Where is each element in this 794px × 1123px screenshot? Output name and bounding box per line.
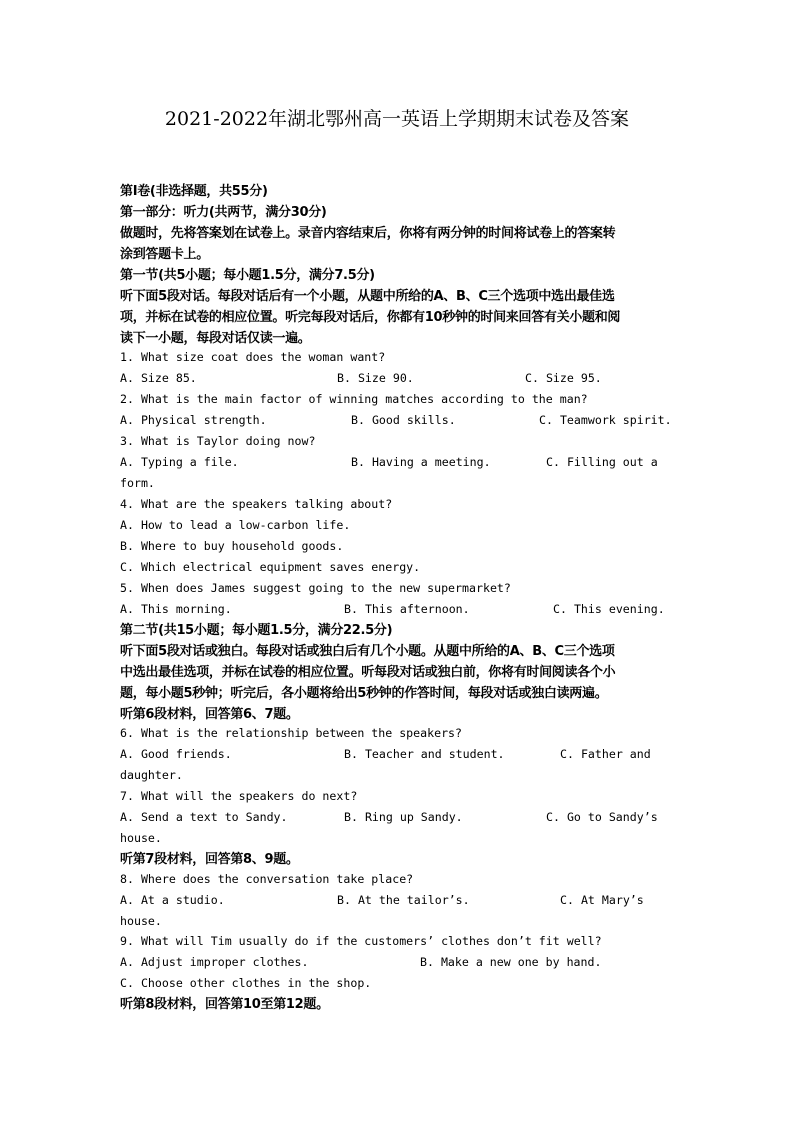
question-stem: 4. What are the speakers talking about? xyxy=(120,497,393,511)
option-b: B. Having a meeting. xyxy=(351,455,491,469)
option-continuation: house. xyxy=(120,831,162,845)
option-b: B. Where to buy household goods. xyxy=(120,539,344,553)
question-stem: 1. What size coat does the woman want? xyxy=(120,350,386,364)
option-a: A. At a studio. xyxy=(120,893,225,907)
option-c: C. Which electrical equipment saves energy. xyxy=(120,560,421,574)
option-a: A. Send a text to Sandy. xyxy=(120,810,288,824)
option-c: C. At Mary’s xyxy=(560,893,644,907)
option-b: B. Make a new one by hand. xyxy=(420,955,602,969)
option-continuation: daughter. xyxy=(120,768,183,782)
option-a: A. Physical strength. xyxy=(120,413,267,427)
material-heading: 听第8段材料，回答第10至第12题。 xyxy=(120,997,329,1012)
question-stem: 8. Where does the conversation take place? xyxy=(120,872,414,886)
question-stem: 9. What will Tim usually do if the customers’ clothes don’t fit well? xyxy=(120,934,602,948)
option-b: B. Teacher and student. xyxy=(344,747,505,761)
section-one-intro: 听下面5段对话。每段对话后有一个小题，从题中所给的A、B、C三个选项中选出最佳选 xyxy=(120,289,615,304)
option-b: B. Size 90. xyxy=(337,371,414,385)
option-a: A. Good friends. xyxy=(120,747,232,761)
section-one-intro: 项，并标在试卷的相应位置。听完每段对话后，你都有10秒钟的时间来回答有关小题和阅 xyxy=(120,310,621,325)
option-c: C. Choose other clothes in the shop. xyxy=(120,976,372,990)
instruction-line: 做题时，先将答案划在试卷上。录音内容结束后，你将有两分钟的时间将试卷上的答案转 xyxy=(120,226,616,241)
option-a: A. Typing a file. xyxy=(120,455,239,469)
option-c: C. Teamwork spirit. xyxy=(539,413,672,427)
section-two-intro: 听下面5段对话或独白。每段对话或独白后有几个小题。从题中所给的A、B、C三个选项 xyxy=(120,644,615,659)
option-b: B. Ring up Sandy. xyxy=(344,810,463,824)
section-two-intro: 题，每小题5秒钟；听完后，各小题将给出5秒钟的作答时间，每段对话或独白读两遍。 xyxy=(120,686,608,701)
option-c: C. This evening. xyxy=(553,602,665,616)
section-one-intro: 读下一小题，每段对话仅读一遍。 xyxy=(120,331,311,346)
question-stem: 3. What is Taylor doing now? xyxy=(120,434,316,448)
option-b: B. At the tailor’s. xyxy=(337,893,470,907)
question-stem: 7. What will the speakers do next? xyxy=(120,789,358,803)
section-two-heading: 第二节(共15小题；每小题1.5分，满分22.5分) xyxy=(120,623,393,638)
section-one-heading: 第一节(共5小题；每小题1.5分，满分7.5分) xyxy=(120,268,375,283)
question-stem: 6. What is the relationship between the speakers? xyxy=(120,726,463,740)
material-heading: 听第6段材料，回答第6、7题。 xyxy=(120,707,299,722)
option-b: B. Good skills. xyxy=(351,413,456,427)
option-a: A. Size 85. xyxy=(120,371,197,385)
option-c: C. Size 95. xyxy=(525,371,602,385)
option-a: A. This morning. xyxy=(120,602,232,616)
instruction-line: 涂到答题卡上。 xyxy=(120,247,209,262)
option-continuation: form. xyxy=(120,476,155,490)
option-continuation: house. xyxy=(120,914,162,928)
option-c: C. Filling out a xyxy=(546,455,658,469)
option-c: C. Father and xyxy=(560,747,651,761)
part-one-heading: 第一部分：听力(共两节，满分30分) xyxy=(120,205,327,220)
material-heading: 听第7段材料，回答第8、9题。 xyxy=(120,852,299,867)
option-b: B. This afternoon. xyxy=(344,602,470,616)
page-title: 2021-2022年湖北鄂州高一英语上学期期末试卷及答案 xyxy=(164,108,630,130)
section-two-intro: 中选出最佳选项，并标在试卷的相应位置。听每段对话或独白前，你将有时间阅读各个小 xyxy=(120,665,616,680)
option-a: A. Adjust improper clothes. xyxy=(120,955,309,969)
option-a: A. How to lead a low-carbon life. xyxy=(120,518,351,532)
volume-heading: 第Ⅰ卷(非选择题，共55分) xyxy=(120,184,268,199)
question-stem: 2. What is the main factor of winning matches according to the man? xyxy=(120,392,588,406)
option-c: C. Go to Sandy’s xyxy=(546,810,658,824)
question-stem: 5. When does James suggest going to the new supermarket? xyxy=(120,581,511,595)
